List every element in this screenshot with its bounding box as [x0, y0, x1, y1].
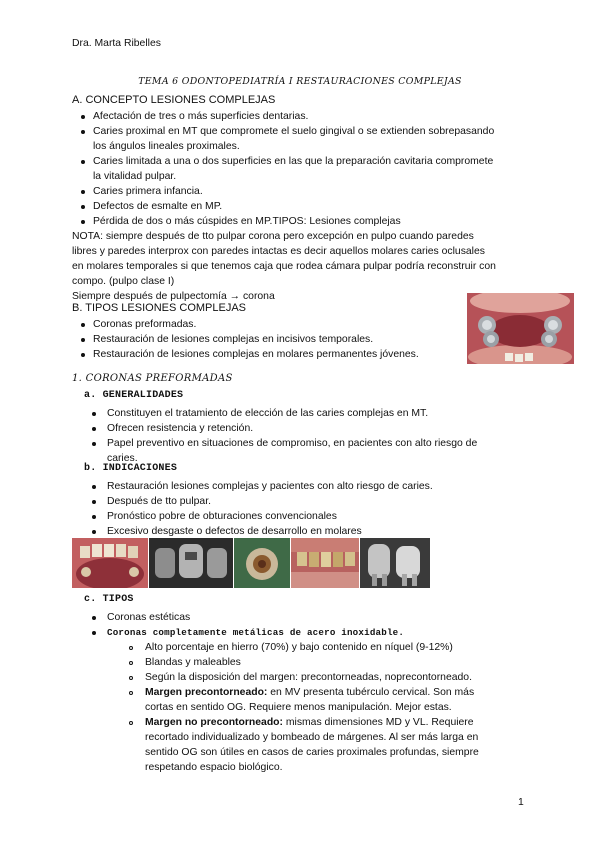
list-item: Caries primera infancia.: [93, 186, 203, 197]
margen-pre-label: Margen precontorneado:: [145, 687, 268, 698]
clinical-photo-2: [234, 538, 290, 588]
bullet-icon: [92, 616, 96, 620]
section-b-heading: B. TIPOS LESIONES COMPLEJAS: [72, 302, 247, 314]
bullet-icon: [92, 412, 96, 416]
sub-bullet-icon: [129, 661, 133, 665]
sub-list-item-cont: cortas en sentido OG. Requiere menos manipulación. Mejor estas.: [145, 702, 452, 713]
bullet-icon: [81, 115, 85, 119]
list-item: Restauración de lesiones complejas en molares permanentes jóvenes.: [93, 349, 419, 360]
list-item: Coronas estéticas: [107, 612, 191, 623]
sub-list-item: Margen no precontorneado: mismas dimensiones MD y VL. Requiere: [145, 717, 474, 728]
clinical-photo-3: [291, 538, 359, 588]
bullet-icon: [81, 130, 85, 134]
note-line: NOTA: siempre después de tto pulpar corona pero excepción en pulpo cuando paredes: [72, 231, 474, 242]
sub-list-item: Margen precontorneado: en MV presenta tubérculo cervical. Son más: [145, 687, 475, 698]
note-line: libres y paredes interprox con paredes intactas es decir aquellos molares caries oclusales: [72, 246, 485, 257]
list-item: Coronas completamente metálicas de acero inoxidable.: [107, 627, 405, 638]
list-item: Caries proximal en MT que compromete el suelo gingival o se extienden sobrepasando: [93, 126, 495, 137]
margen-no-label: Margen no precontorneado:: [145, 717, 283, 728]
bullet-icon: [92, 631, 96, 635]
bullet-icon: [81, 323, 85, 327]
list-item: Afectación de tres o más superficies dentarias.: [93, 111, 309, 122]
page-number: 1: [518, 797, 524, 808]
sub-list-item: Según la disposición del margen: precontorneadas, noprecontorneado.: [145, 672, 472, 683]
bullet-icon: [92, 485, 96, 489]
sub-list-item: Blandas y maleables: [145, 657, 241, 668]
bullet-icon: [81, 205, 85, 209]
bullet-icon: [92, 530, 96, 534]
header-author: Dra. Marta Ribelles: [72, 38, 161, 49]
sub-list-item-cont: sentido OG son útiles en casos de caries proximales profundas, siempre: [145, 747, 479, 758]
note-line: en molares temporales si que tenemos caja que rodea cámara pulpar podría reconstruir con: [72, 261, 496, 272]
subsection-c-label: c. TIPOS: [84, 594, 134, 605]
subsection-b-label: b. INDICACIONES: [84, 463, 178, 474]
list-item: Papel preventivo en situaciones de compromiso, en pacientes con alto riesgo de: [107, 438, 478, 449]
list-item: la vitalidad pulpar.: [93, 171, 177, 182]
section-a-heading: A. CONCEPTO LESIONES COMPLEJAS: [72, 94, 276, 106]
bullet-icon: [92, 500, 96, 504]
bullet-icon: [81, 160, 85, 164]
list-item: Defectos de esmalte en MP.: [93, 201, 223, 212]
bullet-icon: [92, 515, 96, 519]
bullet-icon: [92, 442, 96, 446]
note-line: Siempre después de pulpectomía → corona: [72, 291, 275, 302]
list-item: Pérdida de dos o más cúspides en MP.TIPOS: Lesiones complejas: [93, 216, 401, 227]
list-item: caries.: [107, 453, 138, 464]
bullet-icon: [81, 220, 85, 224]
xray-photo-2: [360, 538, 430, 588]
sub-list-item: Alto porcentaje en hierro (70%) y bajo contenido en níquel (9-12%): [145, 642, 453, 653]
sub-bullet-icon: [129, 691, 133, 695]
list-item: Caries limitada a una o dos superficies en las que la preparación cavitaria compromete: [93, 156, 494, 167]
clinical-photo-1: [72, 538, 148, 588]
list-item: Restauración de lesiones complejas en incisivos temporales.: [93, 334, 374, 345]
sub-bullet-icon: [129, 721, 133, 725]
list-item: los ángulos lineales proximales.: [93, 141, 240, 152]
bullet-icon: [81, 353, 85, 357]
list-item: Constituyen el tratamiento de elección de las caries complejas en MT.: [107, 408, 429, 419]
section-1-heading: 1. CORONAS PREFORMADAS: [72, 373, 233, 384]
list-item: Restauración lesiones complejas y pacientes con alto riesgo de caries.: [107, 481, 433, 492]
list-item: Coronas preformadas.: [93, 319, 197, 330]
sub-list-item-cont: recortado individualizado y bombeado de márgenes. Al ser más larga en: [145, 732, 479, 743]
sub-list-item-cont: respetando espacio biológico.: [145, 762, 283, 773]
subsection-a-label: a. GENERALIDADES: [84, 390, 184, 401]
bullet-icon: [92, 427, 96, 431]
sub-bullet-icon: [129, 646, 133, 650]
bullet-icon: [81, 338, 85, 342]
sub-bullet-icon: [129, 676, 133, 680]
list-item: Pronóstico pobre de obturaciones convencionales: [107, 511, 337, 522]
list-item: Después de tto pulpar.: [107, 496, 211, 507]
list-item: Excesivo desgaste o defectos de desarrollo en molares: [107, 526, 362, 537]
bullet-icon: [81, 190, 85, 194]
list-item: Ofrecen resistencia y retención.: [107, 423, 254, 434]
doc-title: TEMA 6 ODONTOPEDIATRÍA I RESTAURACIONES COMPLEJAS: [138, 76, 462, 87]
note-line: compo. (pulpo clase I): [72, 276, 175, 287]
xray-photo-1: [149, 538, 233, 588]
crowns-photo: [467, 293, 574, 364]
